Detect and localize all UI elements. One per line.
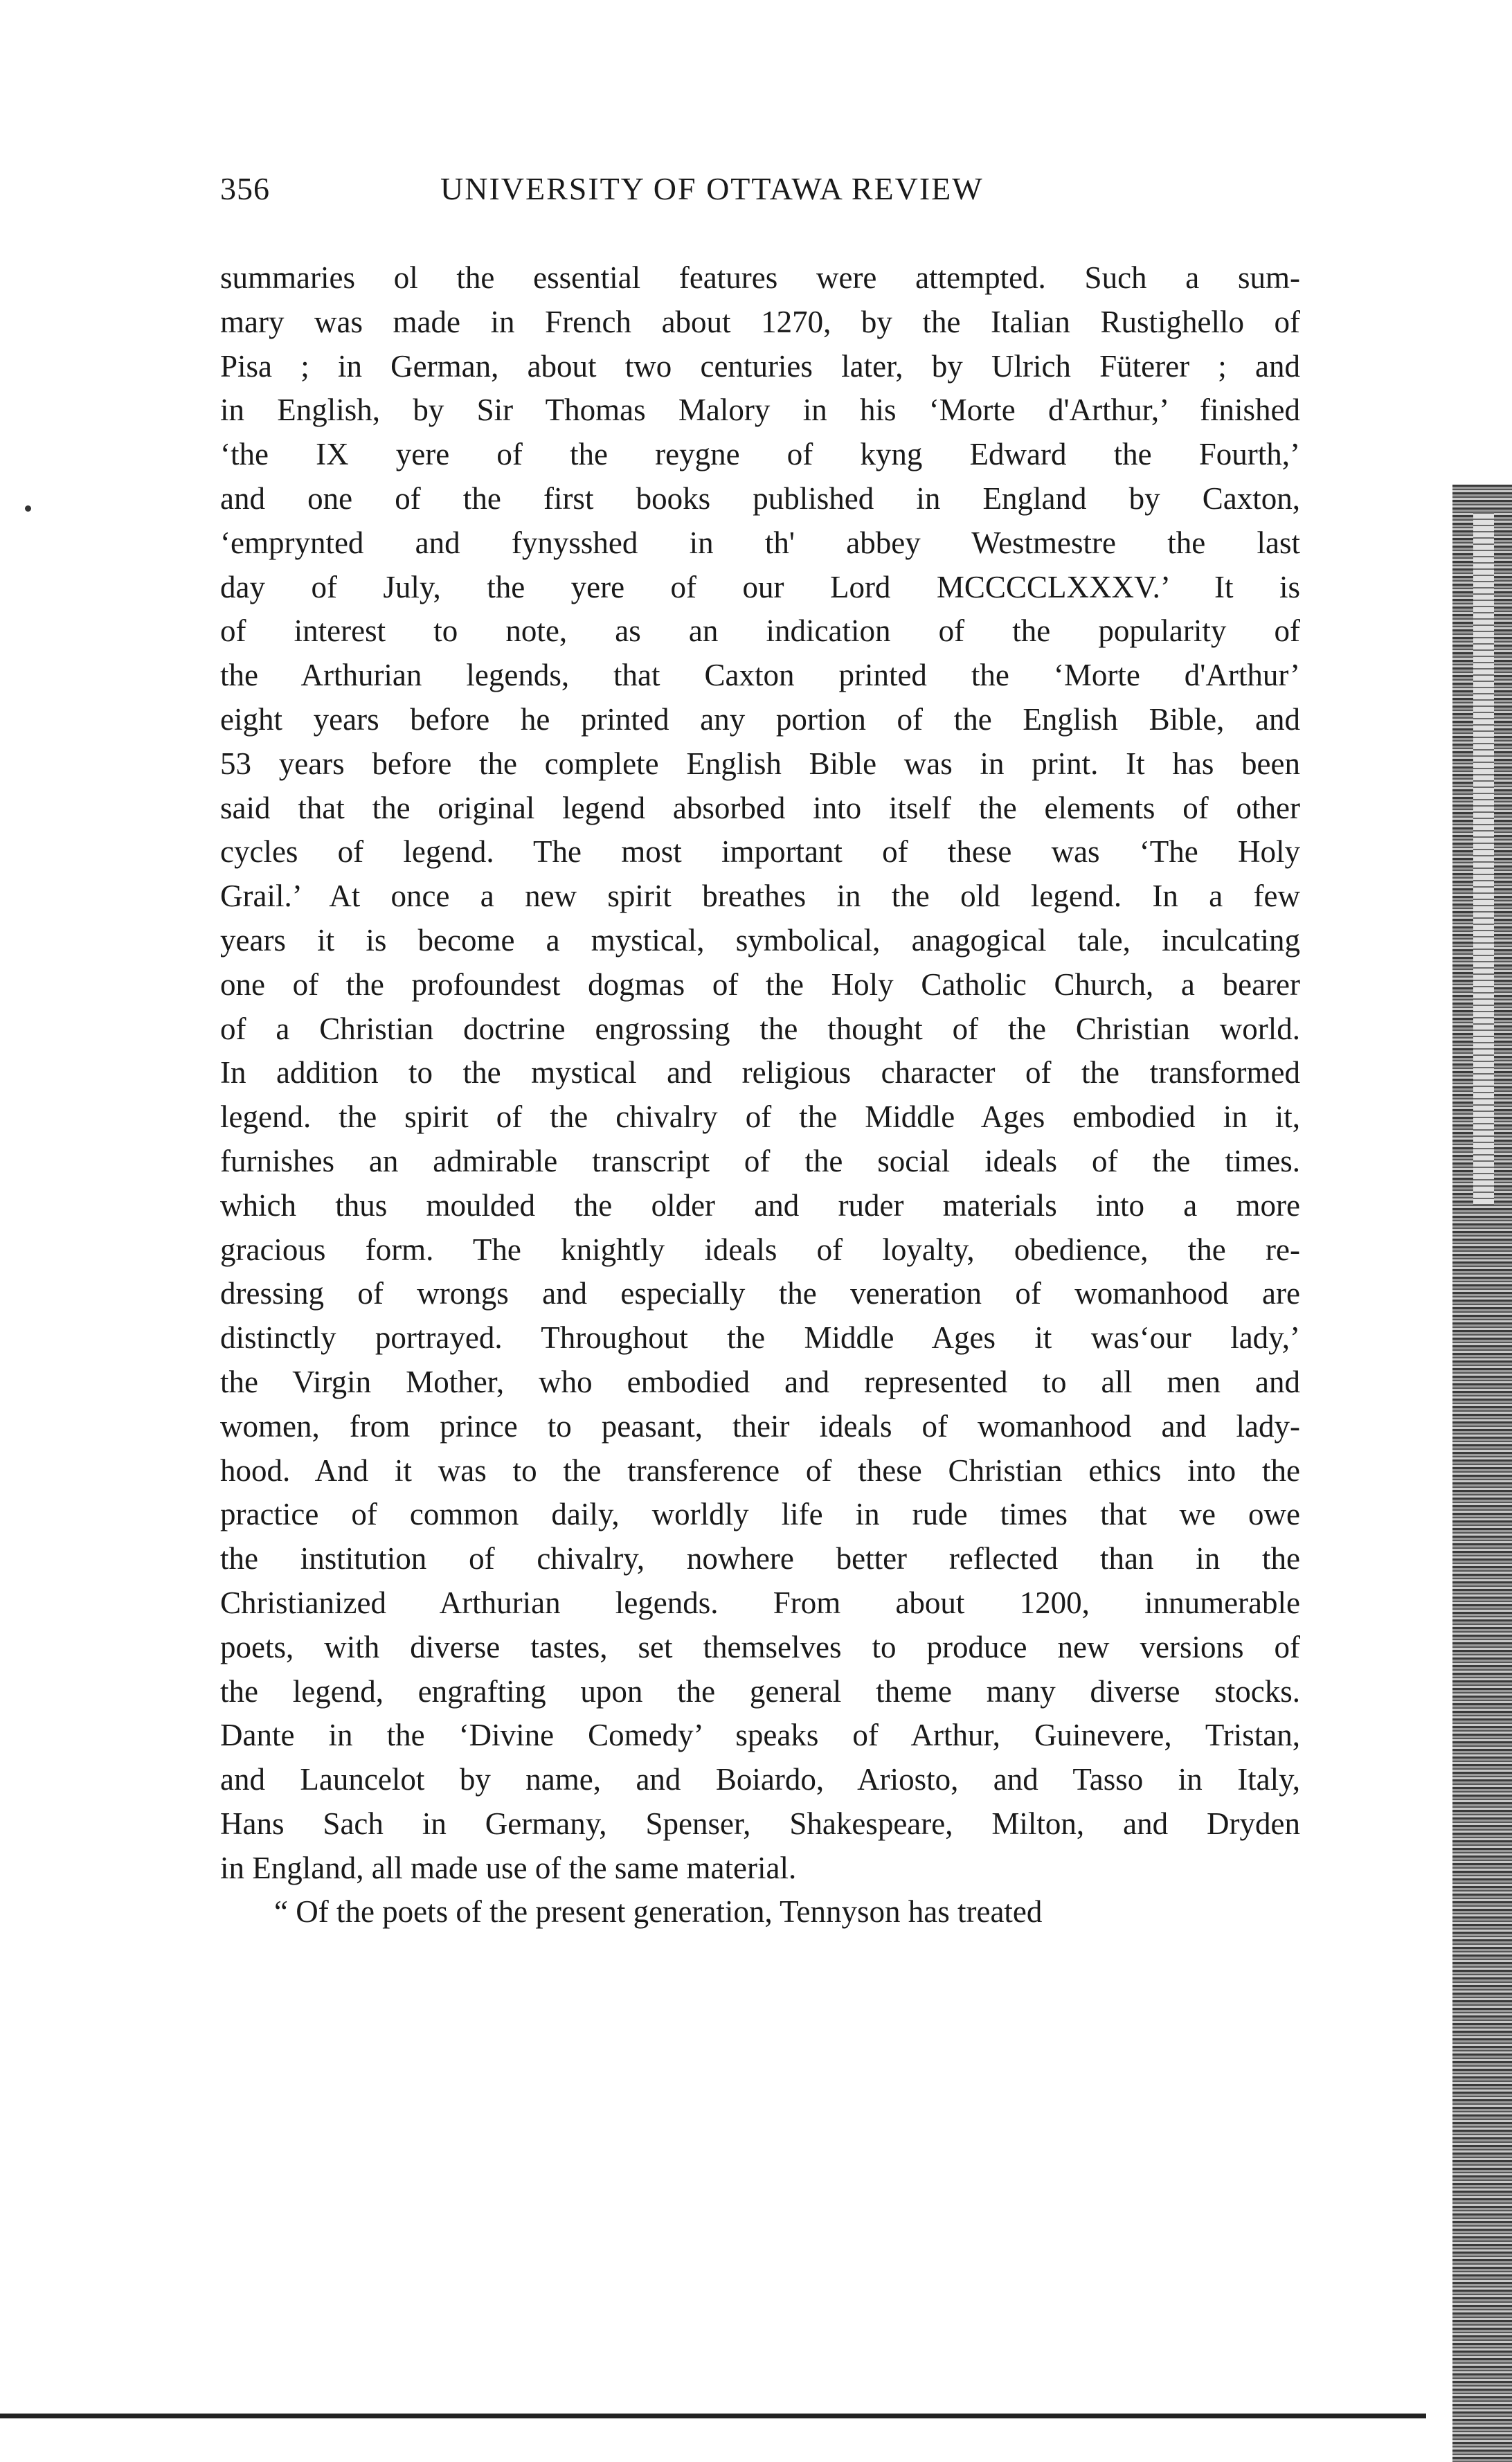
text-line: ‘the IX yere of the reygne of kyng Edward the Fourth,’	[220, 437, 1300, 472]
text-line: years it is become a mystical, symbolical, anagogical tale, inculcating	[220, 922, 1300, 958]
text-line: legend. the spirit of the chivalry of the Middle Ages embodied in it,	[220, 1099, 1300, 1135]
text-line: summaries ol the essential features were attempted. Such a sum-	[220, 260, 1300, 295]
text-line: mary was made in French about 1270, by the Italian Rustighello of	[220, 304, 1300, 339]
text-line: of interest to note, as an indication of the popularity of	[220, 613, 1300, 649]
text-line: in English, by Sir Thomas Malory in his ‘Morte d'Arthur,’ finished	[220, 393, 1300, 428]
text-line: Christianized Arthurian legends. From about 1200, innumerable	[220, 1585, 1300, 1620]
page-header	[220, 170, 1300, 212]
text-line: cycles of legend. The most important of these was ‘The Holy	[220, 834, 1300, 870]
text-line: Pisa ; in German, about two centuries later, by Ulrich Füterer ; and	[220, 348, 1300, 384]
text-line: poets, with diverse tastes, set themselves to produce new versions of	[220, 1629, 1300, 1664]
text-line: dressing of wrongs and especially the veneration of womanhood are	[220, 1276, 1300, 1311]
text-line: furnishes an admirable transcript of the social ideals of the times.	[220, 1143, 1300, 1178]
text-line: gracious form. The knightly ideals of loyalty, obedience, the re-	[220, 1232, 1300, 1267]
scan-speck	[25, 505, 31, 512]
text-line: and one of the first books published in England by Caxton,	[220, 480, 1300, 516]
text-line: of a Christian doctrine engrossing the thought of the Christian world.	[220, 1011, 1300, 1046]
text-line: in England, all made use of the same material.	[220, 1850, 797, 1885]
text-line: the Arthurian legends, that Caxton printed the ‘Morte d'Arthur’	[220, 658, 1300, 693]
text-line: said that the original legend absorbed into itself the elements of other	[220, 790, 1300, 825]
text-line: Dante in the ‘Divine Comedy’ speaks of Arthur, Guinevere, Tristan,	[220, 1718, 1300, 1753]
text-line: Hans Sach in Germany, Spenser, Shakespeare, Milton, and Dryden	[220, 1806, 1300, 1841]
text-line: the legend, engrafting upon the general theme many diverse stocks.	[220, 1673, 1300, 1709]
text-line: Grail.’ At once a new spirit breathes in the old legend. In a few	[220, 879, 1300, 914]
text-line: eight years before he printed any portion of the English Bible, and	[220, 701, 1300, 737]
text-line: women, from prince to peasant, their ideals of womanhood and lady-	[220, 1408, 1300, 1444]
body-text	[220, 256, 1300, 1934]
text-line: ‘emprynted and fynysshed in th' abbey Westmestre the last	[220, 525, 1300, 560]
text-line: practice of common daily, worldly life in rude times that we owe	[220, 1497, 1300, 1532]
text-line: “ Of the poets of the present generation, Tennyson has treated	[274, 1894, 1043, 1930]
text-line: which thus moulded the older and ruder materials into a more	[220, 1187, 1300, 1223]
running-title: UNIVERSITY OF OTTAWA REVIEW	[440, 171, 984, 206]
text-line: the Virgin Mother, who embodied and represented to all men and	[220, 1364, 1300, 1399]
text-line: distinctly portrayed. Throughout the Middle Ages it was‘our lady,’	[220, 1320, 1300, 1356]
text-line: and Launcelot by name, and Boiardo, Ariosto, and Tasso in Italy,	[220, 1762, 1300, 1797]
text-line: 53 years before the complete English Bible was in print. It has been	[220, 746, 1300, 781]
text-line: the institution of chivalry, nowhere better reflected than in the	[220, 1541, 1300, 1576]
page-edge-texture	[1473, 512, 1494, 1205]
text-line: one of the profoundest dogmas of the Holy Catholic Church, a bearer	[220, 967, 1300, 1002]
page-number: 356	[220, 171, 270, 206]
bottom-edge-rule	[0, 2414, 1426, 2418]
text-line: hood. And it was to the transference of these Christian ethics into the	[220, 1453, 1300, 1488]
text-line: In addition to the mystical and religious character of the transformed	[220, 1055, 1300, 1090]
text-line: day of July, the yere of our Lord MCCCCLXXXV.’ It is	[220, 569, 1300, 604]
